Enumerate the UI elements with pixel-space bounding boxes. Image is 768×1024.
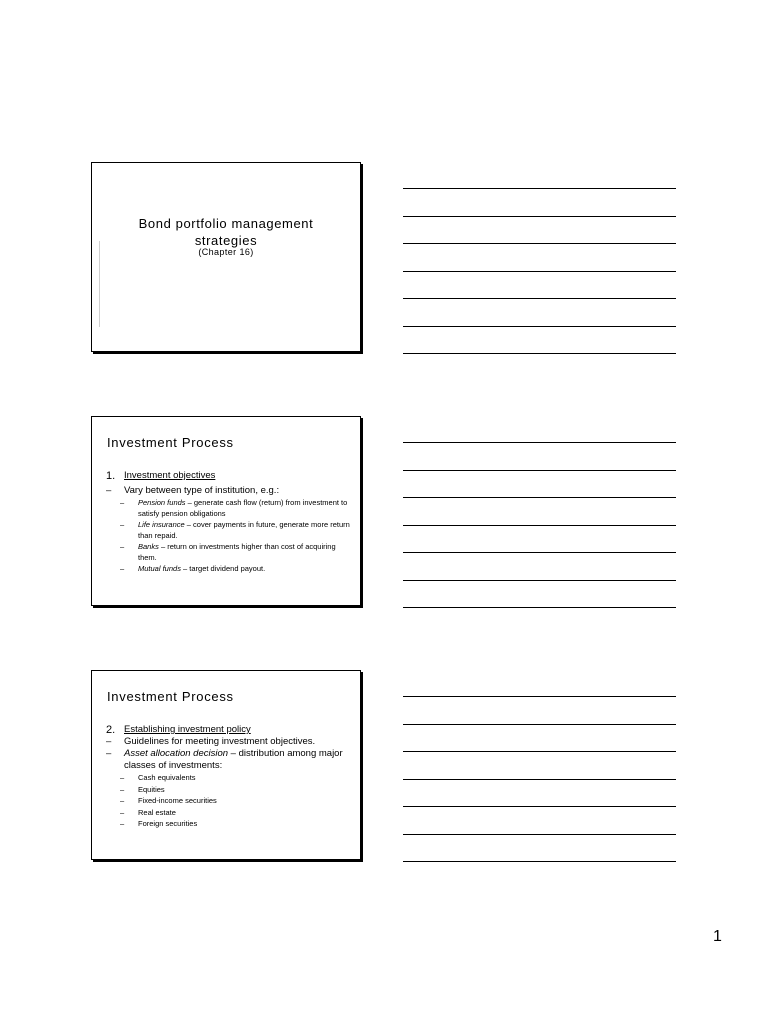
note-line [403, 326, 676, 327]
numbered-heading [106, 724, 350, 736]
note-line [403, 552, 676, 553]
sub-bullet [120, 564, 350, 575]
note-line [403, 525, 676, 526]
item-number: 2. [106, 724, 116, 736]
sub-bullet-text: Cash equivalents [138, 773, 196, 782]
item-number: 1. [106, 470, 116, 482]
note-line [403, 353, 676, 354]
note-line [403, 298, 676, 299]
note-line [403, 188, 676, 189]
heading-text: Establishing investment policy [124, 724, 251, 735]
sub-bullet-term: Banks [138, 542, 159, 551]
dash-marker: – [120, 819, 125, 828]
title-line-2: strategies [194, 233, 258, 248]
note-line [403, 497, 676, 498]
sub-bullet-text: – return on investments higher than cost of acquiring them. [138, 542, 336, 562]
sub-bullet-term: Life insurance [138, 520, 185, 529]
note-line [403, 216, 676, 217]
slide-title [92, 215, 360, 249]
title-line-1: Bond portfolio management [138, 216, 314, 231]
note-line [403, 834, 676, 835]
dash-marker: – [120, 807, 125, 817]
dash-marker: – [120, 773, 125, 782]
sub-bullet [120, 498, 350, 519]
dash-marker: – [120, 542, 125, 551]
slide-subtitle: (Chapter 16) [198, 247, 254, 257]
sub-bullet-text: Foreign securities [138, 819, 198, 828]
dash-marker: – [106, 736, 112, 747]
slide-body [106, 470, 350, 575]
bullet-line [106, 736, 350, 748]
sub-bullet [120, 819, 350, 830]
dash-marker: – [120, 564, 125, 573]
sub-bullet [120, 785, 350, 796]
sub-bullet-text: – target dividend payout. [180, 564, 266, 573]
bullet-line [106, 485, 350, 497]
dash-marker: – [106, 748, 112, 759]
note-line [403, 724, 676, 725]
note-line [403, 861, 676, 862]
bullet-term: Asset allocation decision [124, 748, 229, 759]
sub-bullet-list [106, 773, 350, 830]
slide-title: Investment Process [107, 689, 234, 704]
slide-3 [91, 670, 361, 860]
sub-bullet-text: Fixed-income securities [138, 796, 217, 805]
note-line [403, 607, 676, 608]
note-line [403, 696, 676, 697]
slide-title: Investment Process [107, 435, 234, 450]
sub-bullet-text: – cover payments in future, generate more return than repaid. [138, 520, 350, 540]
sub-bullet [120, 796, 350, 807]
note-line [403, 779, 676, 780]
bullet-text: Vary between type of institution, e.g.: [124, 485, 280, 496]
note-line [403, 751, 676, 752]
sub-bullet-text: Equities [138, 784, 165, 794]
slide-1 [91, 162, 361, 352]
sub-bullet [120, 808, 350, 819]
note-line [403, 243, 676, 244]
page-number: 1 [713, 928, 722, 945]
dash-marker: – [106, 485, 112, 496]
slide-2 [91, 416, 361, 606]
dash-marker: – [120, 784, 125, 794]
sub-bullet [120, 542, 350, 563]
dash-marker: – [120, 796, 125, 805]
sub-bullet-text: Real estate [138, 807, 176, 817]
sub-bullet-list [106, 498, 350, 575]
note-line [403, 442, 676, 443]
note-line [403, 271, 676, 272]
bullet-text: – distribution among major classes of investments: [124, 748, 343, 771]
slide-body [106, 724, 350, 830]
sub-bullet-term: Mutual funds [138, 564, 181, 573]
note-line [403, 580, 676, 581]
note-line [403, 470, 676, 471]
dash-marker: – [120, 520, 125, 529]
sub-bullet [120, 773, 350, 784]
heading-text: Investment objectives [124, 470, 216, 481]
sub-bullet-text: – generate cash flow (return) from investment to satisfy pension obligations [138, 498, 348, 518]
numbered-heading [106, 470, 350, 482]
dash-marker: – [120, 498, 125, 507]
note-line [403, 806, 676, 807]
sub-bullet [120, 520, 350, 541]
bullet-text: Guidelines for meeting investment objectives. [124, 736, 316, 747]
sub-bullet-term: Pension funds [138, 498, 186, 507]
bullet-line [106, 748, 350, 772]
